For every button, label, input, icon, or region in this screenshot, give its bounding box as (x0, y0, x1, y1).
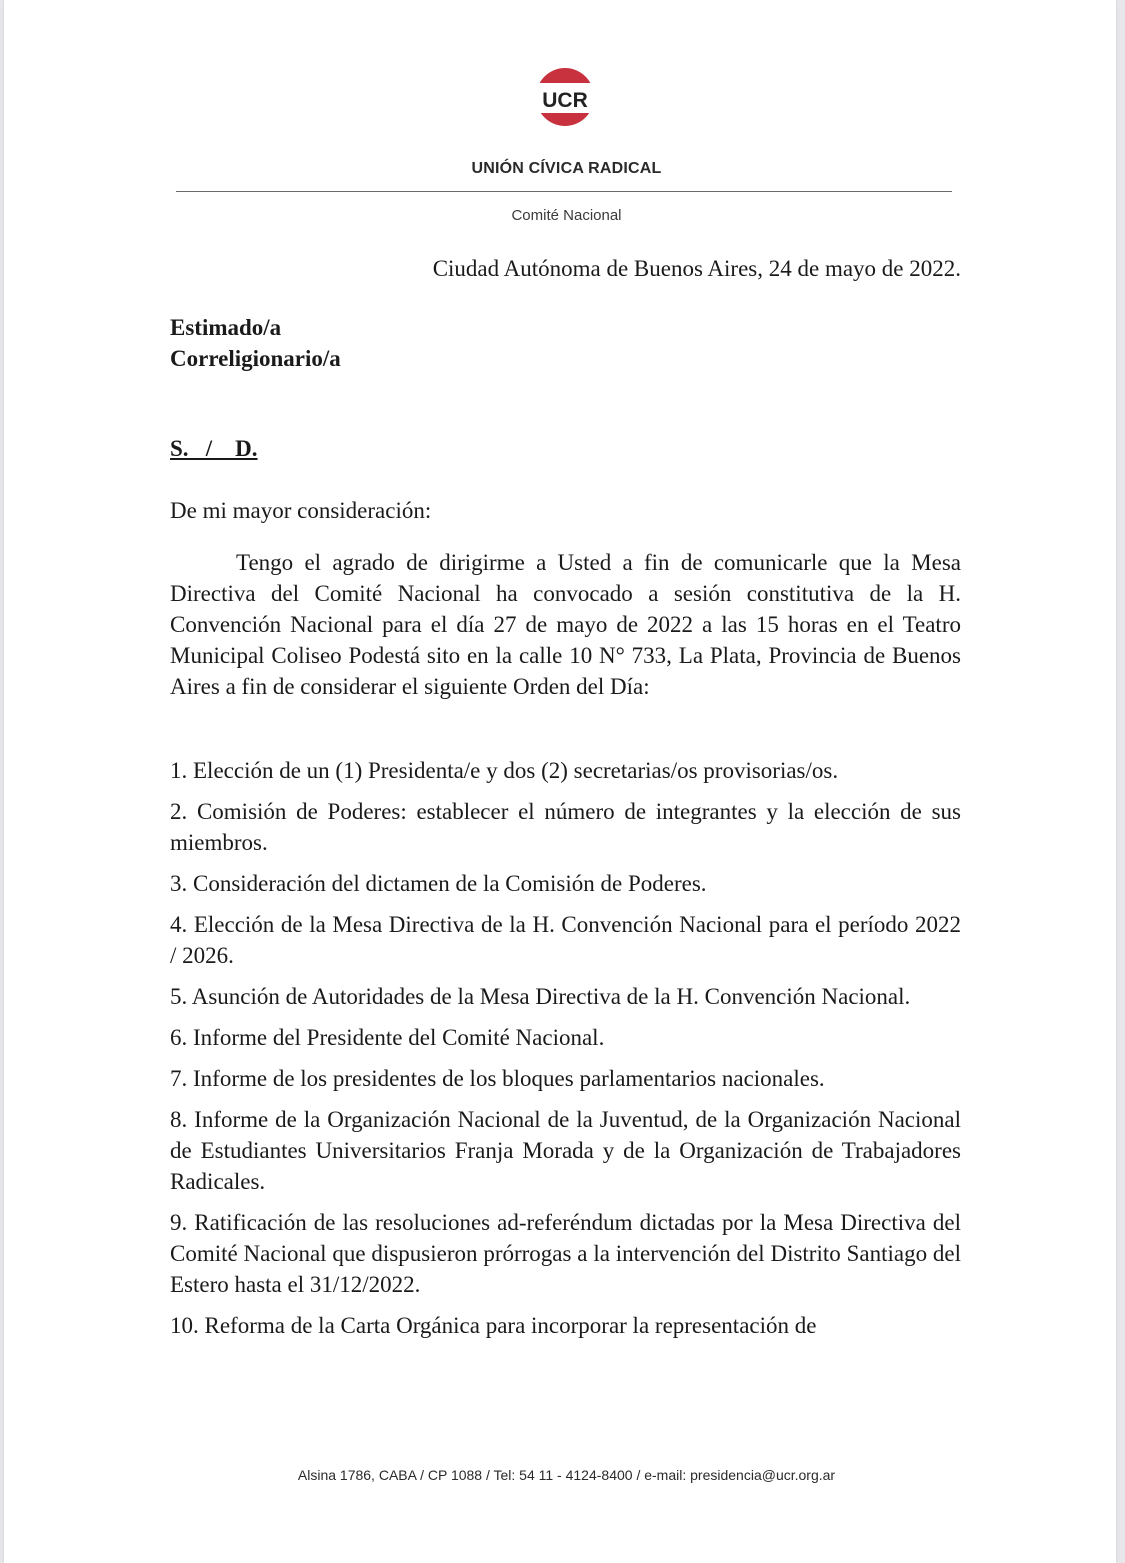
salutation-line-2: Correligionario/a (170, 346, 341, 371)
agenda-item: 8. Informe de la Organización Nacional de la Juventud, de la Organización Nacional de Estudiantes Universitarios Franja Morada y de la Organización de Trabajadores Radicales. (170, 1107, 961, 1194)
organization-name: UNIÓN CÍVICA RADICAL (471, 160, 662, 177)
agenda-item: 5. Asunción de Autoridades de la Mesa Directiva de la H. Convención Nacional. (170, 984, 911, 1009)
agenda-item: 9. Ratificación de las resoluciones ad-referéndum dictadas por la Mesa Directiva del Comité Nacional que dispusieron prórrogas a la intervención del Distrito Santiago del Estero hasta el 31/12/2022. (170, 1210, 961, 1297)
date-line: Ciudad Autónoma de Buenos Aires, 24 de mayo de 2022. (432, 256, 961, 281)
agenda-list (170, 755, 961, 1351)
agenda-item: 6. Informe del Presidente del Comité Nacional. (170, 1025, 605, 1050)
salutation-line-1: Estimado/a (170, 315, 282, 340)
agenda-item: 4. Elección de la Mesa Directiva de la H. Convención Nacional para el período 2022 / 2026. (170, 912, 961, 968)
svg-text:UCR: UCR (542, 89, 588, 112)
agenda-item: 2. Comisión de Poderes: establecer el número de integrantes y la elección de sus miembros. (170, 799, 961, 855)
agenda-item: 3. Consideración del dictamen de la Comisión de Poderes. (170, 871, 707, 896)
ucr-logo-icon (536, 68, 594, 126)
body-paragraph: Tengo el agrado de dirigirme a Usted a fin de comunicarle que la Mesa Directiva del Comité Nacional ha convocado a sesión constitutiva de la H. Convención Nacional para el día 27 de mayo de 2022 a las 15 horas en el Teatro Municipal Coliseo Podestá sito en la calle 10 N° 733, La Plata, Provincia de Buenos Aires a fin de considerar el siguiente Orden del Día: (170, 550, 961, 699)
document-page (4, 0, 1116, 1563)
footer-contact: Alsina 1786, CABA / CP 1088 / Tel: 54 11 - 4124-8400 / e-mail: presidencia@ucr.org.ar (297, 1467, 836, 1483)
greeting: De mi mayor consideración: (170, 498, 432, 523)
salutation (170, 312, 961, 374)
sd-mark: S. / D. (170, 436, 258, 461)
agenda-item: 7. Informe de los presidentes de los bloques parlamentarios nacionales. (170, 1066, 825, 1091)
agenda-item: 1. Elección de un (1) Presidenta/e y dos (2) secretarias/os provisorias/os. (170, 758, 839, 783)
committee-name: Comité Nacional (511, 207, 622, 224)
agenda-item: 10. Reforma de la Carta Orgánica para incorporar la representación de (170, 1313, 817, 1338)
header-divider (176, 191, 952, 192)
